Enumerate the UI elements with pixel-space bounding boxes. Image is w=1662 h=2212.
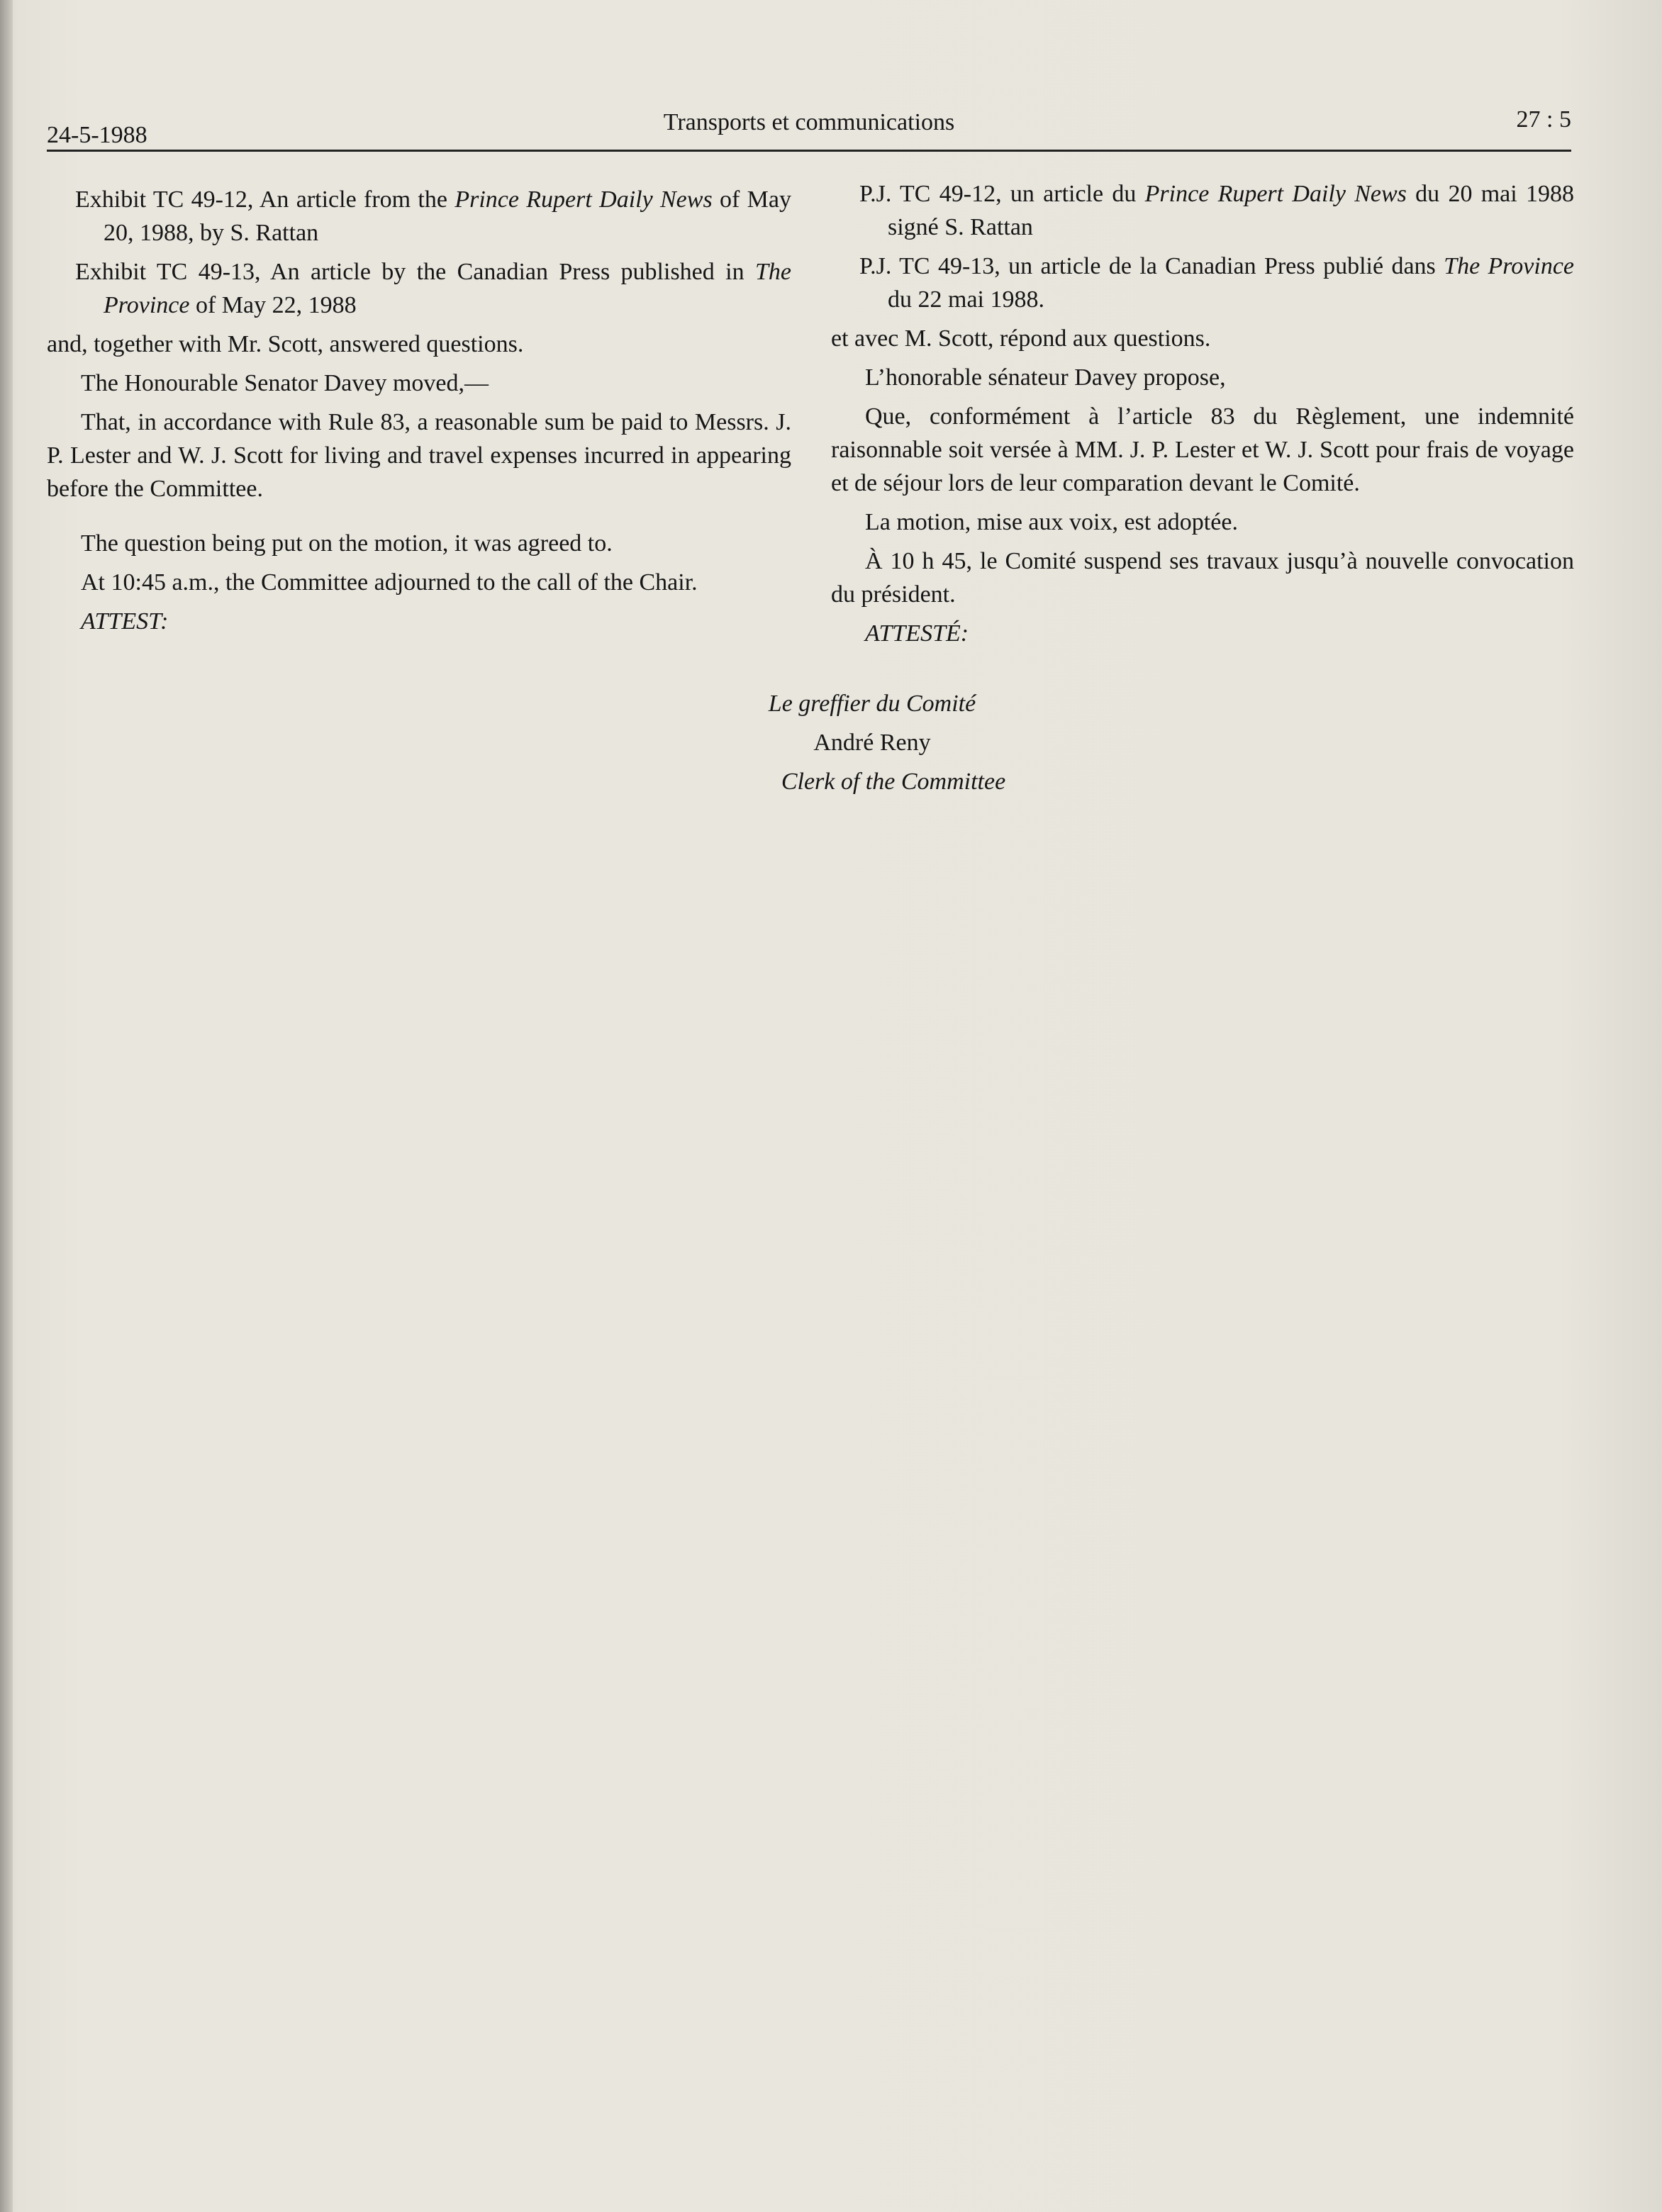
english-column <box>47 183 791 644</box>
header-title: Transports et communications <box>663 109 955 135</box>
header-rule <box>47 150 1571 152</box>
adjournment: At 10:45 a.m., the Committee adjourned to the call of the Chair. <box>81 569 698 596</box>
motion-mover: The Honourable Senator Davey moved,— <box>81 370 489 396</box>
signature-block <box>610 684 1134 801</box>
motion-mover-fr: L’honorable sénateur Davey propose, <box>865 364 1226 391</box>
page-binding-edge <box>0 0 13 2212</box>
motion-text-fr: Que, conformément à l’article 83 du Règlement, une indemnité raisonnable soit versée à MM. J. P. Lester et W. J. Scott pour frais de voyage et de séjour lors de leur comparation devant le Comité. <box>831 403 1574 496</box>
exhibit-entry-1: Exhibit TC 49-12, An article from the Prince Rupert Daily News of May 20, 1988, by S. Rattan <box>75 186 791 246</box>
clerk-title-fr: Le greffier du Comité <box>768 691 976 717</box>
adjournment-fr: À 10 h 45, le Comité suspend ses travaux jusqu’à nouvelle convocation du président. <box>831 548 1574 608</box>
exhibit-entry-2: Exhibit TC 49-13, An article by the Canadian Press published in The Province of May 22, 1988 <box>75 259 791 318</box>
page-header <box>47 106 1571 153</box>
page-number: 27 : 5 <box>1516 106 1571 133</box>
motion-text: That, in accordance with Rule 83, a reasonable sum be paid to Messrs. J. P. Lester and W. J. Scott for living and travel expenses incurred in appearing before the Committee. <box>47 409 791 502</box>
header-date: 24-5-1988 <box>47 122 147 148</box>
motion-result: The question being put on the motion, it was agreed to. <box>81 530 613 557</box>
clerk-name: André Reny <box>813 730 931 756</box>
exhibit-entry-fr-1: P.J. TC 49-12, un article du Prince Rupert Daily News du 20 mai 1988 signé S. Rattan <box>859 181 1574 240</box>
french-column <box>831 177 1574 656</box>
clerk-title-en: Clerk of the Committee <box>781 769 1006 795</box>
motion-result-fr: La motion, mise aux voix, est adoptée. <box>865 509 1238 535</box>
attest-label-fr: ATTESTÉ: <box>865 620 969 647</box>
answered-questions: and, together with Mr. Scott, answered questions. <box>47 331 524 357</box>
exhibit-entry-fr-2: P.J. TC 49-13, un article de la Canadian Press publié dans The Province du 22 mai 1988. <box>859 253 1574 313</box>
attest-label: ATTEST: <box>81 608 169 635</box>
answered-questions-fr: et avec M. Scott, répond aux questions. <box>831 325 1211 352</box>
